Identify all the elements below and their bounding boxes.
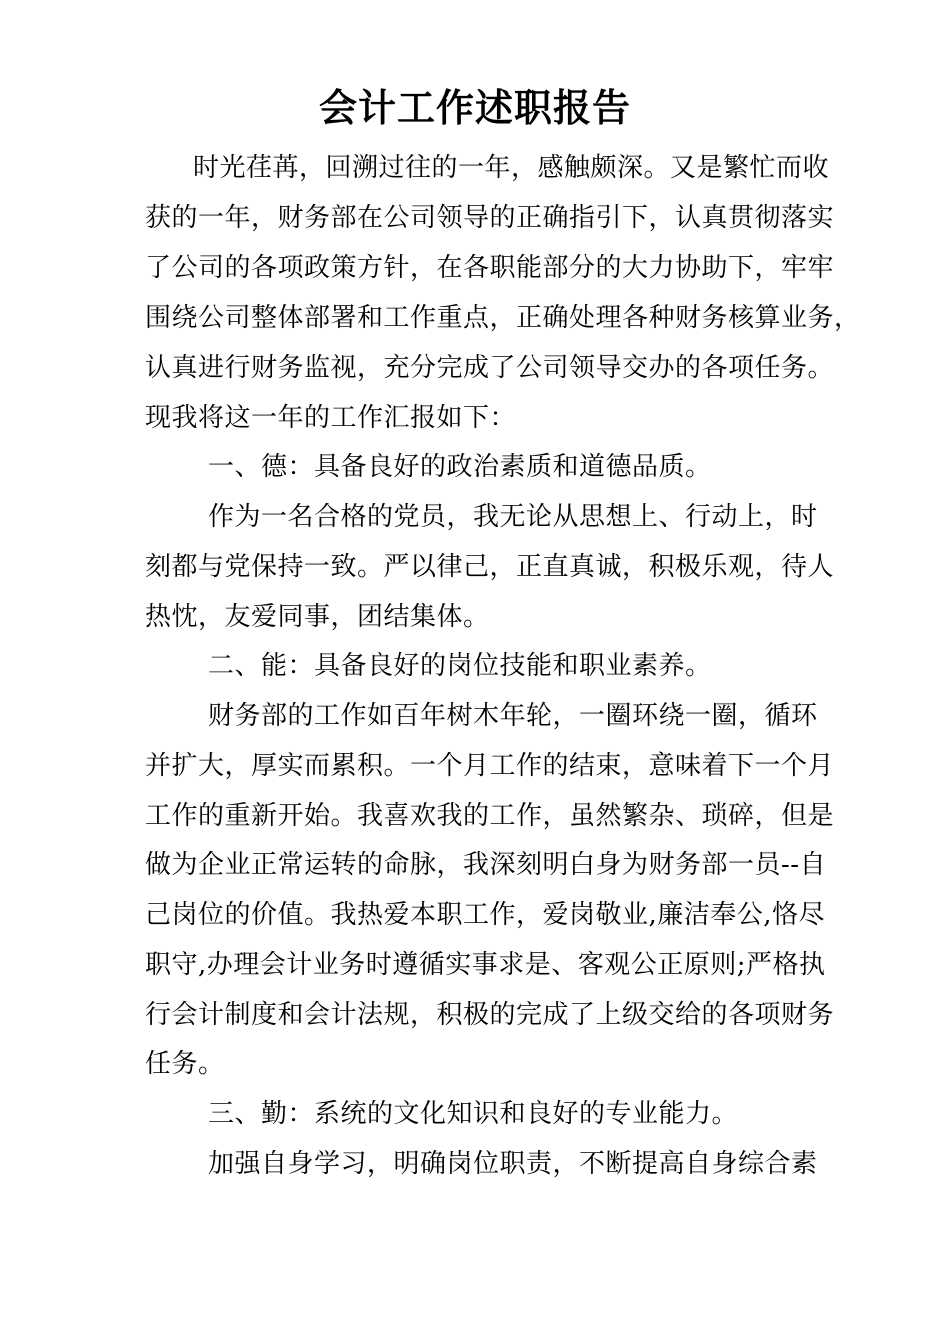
paragraph-line: 并扩大，厚实而累积。一个月工作的结束，意味着下一个月 — [145, 751, 835, 781]
section-heading: 三、勤：系统的文化知识和良好的专业能力。 — [208, 1099, 739, 1129]
paragraph-line: 工作的重新开始。我喜欢我的工作，虽然繁杂、琐碎，但是 — [145, 801, 835, 831]
paragraph-line: 时光荏苒，回溯过往的一年，感触颇深。又是繁忙而收 — [193, 153, 830, 183]
paragraph-line: 行会计制度和会计法规，积极的完成了上级交给的各项财务 — [145, 1000, 835, 1030]
paragraph-line: 任务。 — [145, 1049, 225, 1079]
paragraph-line: 做为企业正常运转的命脉，我深刻明白身为财务部一员--自 — [145, 850, 827, 880]
paragraph-line: 获的一年，财务部在公司领导的正确指引下，认真贯彻落实 — [145, 203, 835, 233]
section-heading: 二、能：具备良好的岗位技能和职业素养。 — [208, 651, 712, 681]
paragraph-line: 己岗位的价值。我热爱本职工作，爱岗敬业,廉洁奉公,恪尽 — [145, 900, 826, 930]
section-heading: 一、德：具备良好的政治素质和道德品质。 — [208, 452, 712, 482]
paragraph-line: 认真进行财务监视，充分完成了公司领导交办的各项任务。 — [145, 353, 835, 383]
paragraph-line: 职守,办理会计业务时遵循实事求是、客观公正原则;严格执 — [145, 950, 826, 980]
paragraph-line: 作为一名合格的党员，我无论从思想上、行动上，时 — [208, 502, 818, 532]
paragraph-line: 热忱，友爱同事，团结集体。 — [145, 602, 490, 632]
paragraph-line: 现我将这一年的工作汇报如下： — [145, 403, 517, 433]
paragraph-line: 了公司的各项政策方针，在各职能部分的大力协助下，牢牢 — [145, 253, 835, 283]
paragraph-line: 加强自身学习，明确岗位职责，不断提高自身综合素 — [208, 1149, 818, 1179]
document-title: 会计工作述职报告 — [318, 85, 631, 130]
paragraph-line: 刻都与党保持一致。严以律己，正直真诚，积极乐观，待人 — [145, 552, 835, 582]
paragraph-line: 财务部的工作如百年树木年轮，一圈环绕一圈，循环 — [208, 701, 818, 731]
paragraph-line: 围绕公司整体部署和工作重点，正确处理各种财务核算业务， — [145, 303, 861, 333]
